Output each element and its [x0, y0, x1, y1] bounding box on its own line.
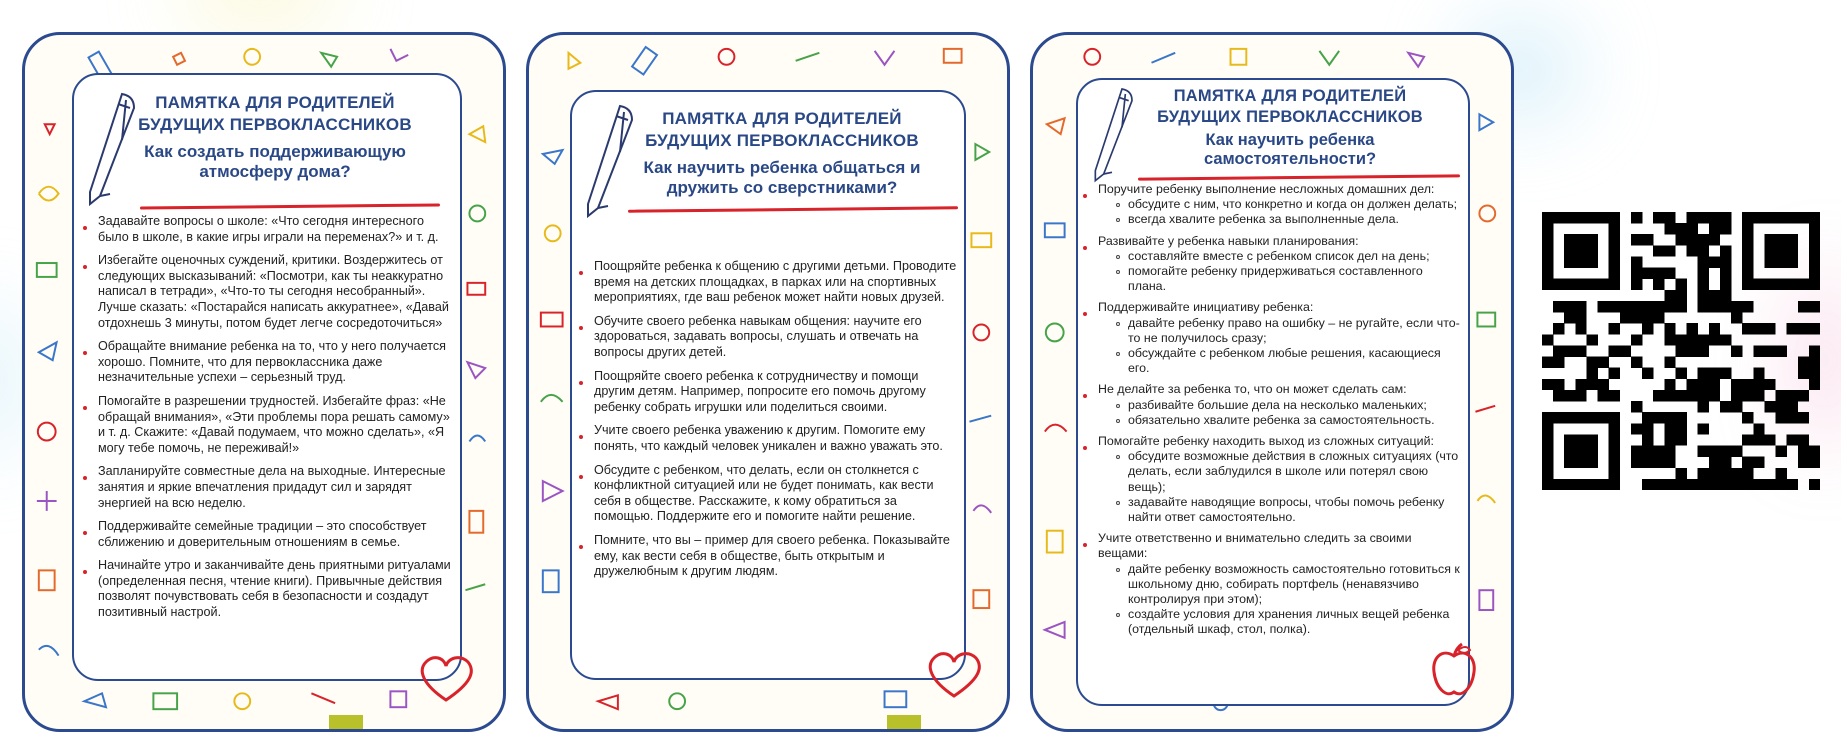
list-item-text: Развивайте у ребенка навыки планирования:: [1098, 233, 1359, 248]
heart-icon: [922, 646, 986, 702]
list-item: Избегайте оценочных суждений, критики. Воздержитесь от следующих высказываний: «Посмотри, как ты неаккуратно написал в тетради», «Что-то ты сегодня несобранный». Лучше сказать: «Постарайся написать аккуратнее», «Давай отдохнешь 3 минуты, потом будет легче сосредоточиться»: [84, 253, 456, 331]
qr-code[interactable]: [1542, 212, 1820, 490]
card1-header: [130, 92, 420, 182]
list-item: [1084, 234, 1464, 295]
sub-list-item: обсуждайте с ребенком любые решения, касающиеся его.: [1098, 346, 1464, 376]
list-item: Учите своего ребенка уважению к другим. Помогите ему понять, что каждый человек уникален и важно уважать это.: [580, 423, 958, 454]
list-item: [1084, 182, 1464, 228]
list-item: Поощряйте ребенка к общению с другими детьми. Проводите время на детских площадках, в парках или на спортивных мероприятиях, где ваш ребенок может найти новых друзей.: [580, 259, 958, 306]
sub-list-item: создайте условия для хранения личных вещей ребенка (отдельный шкаф, стол, полка).: [1098, 607, 1464, 637]
sub-list-item: дайте ребенку возможность самостоятельно готовиться к школьному дню, собирать портфель (ненавязчиво контролируя при этом);: [1098, 562, 1464, 608]
pen-icon: [576, 100, 640, 220]
card3-list: [1084, 182, 1464, 638]
sub-list-item: обязательно хвалите ребенка за самостоятельность.: [1098, 413, 1464, 428]
list-item: Обращайте внимание ребенка на то, что у него получается хорошо. Помните, что для первоклассника даже незначительные успехи – серьезный труд.: [84, 339, 456, 386]
list-item: Поощряйте своего ребенка к сотрудничеству и помощи другим детям. Например, попросите его помочь другому ребенку собрать игрушки или поделиться своими.: [580, 369, 958, 416]
list-item: Начинайте утро и заканчивайте день приятными ритуалами (определенная песня, чтение книги). Привычные действия позволят почувствовать себя в безопасности и создадут позитивный настрой.: [84, 558, 456, 620]
page-title: ПАМЯТКА ДЛЯ РОДИТЕЛЕЙ БУДУЩИХ ПЕРВОКЛАССНИКОВ: [645, 109, 919, 150]
card1-list: [84, 214, 456, 629]
card2-header: [632, 108, 932, 198]
list-item: [1084, 434, 1464, 525]
sub-list-item: задавайте наводящие вопросы, чтобы помочь ребенку найти ответ самостоятельно.: [1098, 495, 1464, 525]
sub-list-item: помогайте ребенку придерживаться составленного плана.: [1098, 264, 1464, 294]
sub-list-item: обсудите с ним, что конкретно и когда он должен делать;: [1098, 197, 1464, 212]
page-title: ПАМЯТКА ДЛЯ РОДИТЕЛЕЙ БУДУЩИХ ПЕРВОКЛАССНИКОВ: [138, 93, 412, 134]
apple-icon: [1428, 640, 1480, 702]
card2-list: [580, 259, 958, 588]
pen-icon: [1080, 84, 1144, 184]
card3-header: [1140, 86, 1440, 169]
background-glow-top: [180, 0, 340, 20]
list-item: Поддерживайте семейные традиции – это способствует сближению и доверительным отношениям в семье.: [84, 519, 456, 550]
card1-subtitle: Как создать поддерживающую атмосферу дома?: [144, 142, 406, 181]
list-item: [1084, 300, 1464, 376]
card-stand: [329, 715, 363, 729]
sub-list-item: разбивайте большие дела на несколько маленьких;: [1098, 398, 1464, 413]
list-item: Запланируйте совместные дела на выходные. Интересные занятия и яркие впечатления придадут сил и зарядят энергией на всю неделю.: [84, 464, 456, 511]
sub-list-item: составляйте вместе с ребенком список дел на день;: [1098, 249, 1464, 264]
list-item-text: Поручите ребенку выполнение несложных домашних дел:: [1098, 182, 1435, 196]
card3-subtitle: Как научить ребенка самостоятельности?: [1203, 131, 1377, 168]
list-item-text: Помогайте ребенку находить выход из сложных ситуаций:: [1098, 434, 1434, 449]
card-stand: [887, 715, 921, 729]
card2-subtitle: Как научить ребенка общаться и дружить со сверстниками?: [643, 158, 921, 197]
list-item: Обучите своего ребенка навыкам общения: научите его здороваться, задавать вопросы, слушать и отвечать на вопросы других детей.: [580, 314, 958, 361]
list-item: Помогайте в разрешении трудностей. Избегайте фраз: «Не обращай внимания», «Эти проблемы пора решать самому» и т. д. Скажите: «Давай подумаем, что можно сделать», «Я могу тебе помочь, не переживай!»: [84, 394, 456, 456]
list-item-text: Не делайте за ребенка то, что он может сделать сам:: [1098, 382, 1407, 397]
sub-list-item: давайте ребенку право на ошибку – не ругайте, если что-то не получилось сразу;: [1098, 316, 1464, 346]
list-item-text: Поддерживайте инициативу ребенка:: [1098, 300, 1314, 315]
list-item: Помните, что вы – пример для своего ребенка. Показывайте ему, как вести себя в обществе, быть открытым и дружелюбным к другим людям.: [580, 533, 958, 580]
list-item: [1084, 382, 1464, 428]
sub-list-item: всегда хвалите ребенка за выполненные дела.: [1098, 212, 1464, 227]
list-item-text: Учите ответственно и внимательно следить за своими вещами:: [1098, 531, 1412, 561]
background-glow-left: [0, 300, 20, 460]
heart-icon: [414, 650, 478, 706]
list-item: [1084, 531, 1464, 637]
page-title: ПАМЯТКА ДЛЯ РОДИТЕЛЕЙ БУДУЩИХ ПЕРВОКЛАССНИКОВ: [1157, 87, 1423, 126]
list-item: Обсудите с ребенком, что делать, если он столкнется с конфликтной ситуацией или не будет понимать, как вести себя в обществе. Расскажите, к кому обратиться за помощью. Поддержите его и помогите найти решение.: [580, 463, 958, 525]
list-item: Задавайте вопросы о школе: «Что сегодня интересного было в школе, в какие игры играли на переменах?» и т. д.: [84, 214, 456, 245]
sub-list-item: обсудите возможные действия в сложных ситуациях (что делать, если заблудился в школе или потерял свою вещь);: [1098, 449, 1464, 495]
